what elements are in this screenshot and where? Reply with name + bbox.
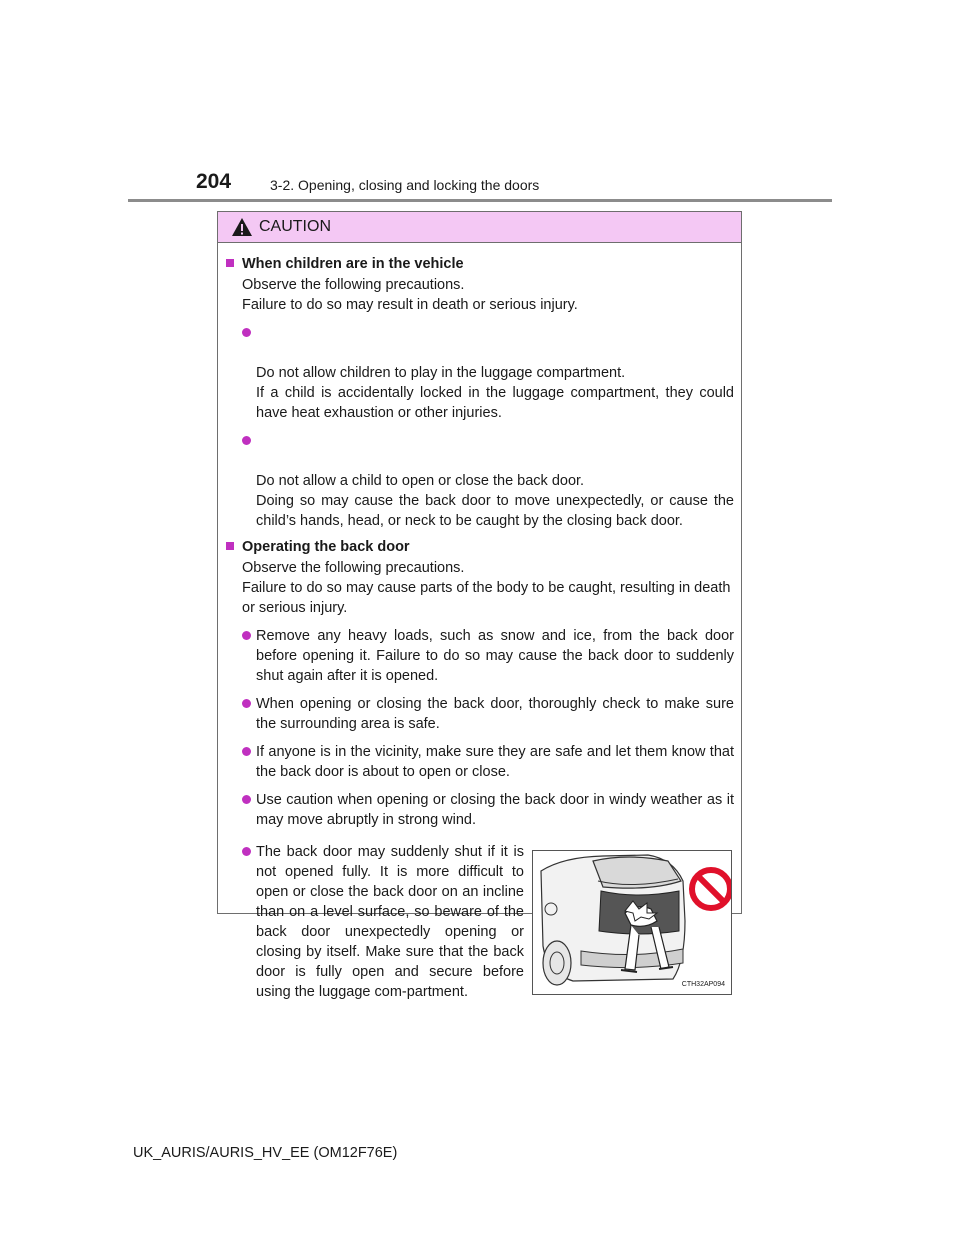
- figure-row: [225, 842, 734, 1002]
- section-heading: When children are in the vehicle: [225, 254, 734, 274]
- figure-code: CTH32AP094: [681, 981, 725, 988]
- round-bullet-icon: [242, 847, 251, 856]
- back-door-illustration: [532, 850, 732, 995]
- page-number: 204: [196, 170, 232, 193]
- bullet-item: Do not allow children to play in the luggage compartment. If a child is accidentally locked in the luggage compartment, they could have heat exhaustion or other injuries.: [225, 323, 734, 423]
- bullet-item: When opening or closing the back door, thoroughly check to make sure the surrounding area is safe.: [225, 694, 734, 734]
- caution-box: [217, 211, 742, 1000]
- bullet-item: Use caution when opening or closing the back door in windy weather as it may move abruptly in strong wind.: [225, 790, 734, 830]
- intro-line: Failure to do so may result in death or serious injury.: [242, 297, 578, 313]
- round-bullet-icon: [242, 328, 251, 337]
- intro-line: Observe the following precautions.: [242, 560, 465, 576]
- bullet-item: Do not allow a child to open or close the back door. Doing so may cause the back door to move unexpectedly, or cause the child’s hands, head, or neck to be caught by the closing back door.: [225, 431, 734, 531]
- caution-body: [218, 243, 741, 1002]
- prohibition-icon: [692, 870, 730, 908]
- footer-model-code: UK_AURIS/AURIS_HV_EE (OM12F76E): [133, 1145, 398, 1161]
- round-bullet-icon: [242, 436, 251, 445]
- section-title: 3-2. Opening, closing and locking the doors: [270, 177, 540, 193]
- caution-header: [218, 212, 741, 243]
- round-bullet-icon: [242, 699, 251, 708]
- intro-line: Observe the following precautions.: [242, 277, 465, 293]
- bullet-item: If anyone is in the vicinity, make sure they are safe and let them know that the back door is about to open or close.: [225, 742, 734, 782]
- section-heading: Operating the back door: [225, 537, 734, 557]
- header-rule: [128, 199, 832, 202]
- square-bullet-icon: [226, 259, 234, 267]
- car-back-door-drawing: [533, 851, 731, 994]
- round-bullet-icon: [242, 795, 251, 804]
- round-bullet-icon: [242, 631, 251, 640]
- bullet-item: The back door may suddenly shut if it is not opened fully. It is more difficult to open or close the back door on an incline than on a level surface, so beware of the back door unexpectedly opening or closing by itself. Make sure that the back door is fully open and secure before using the luggage com-partment.: [225, 842, 524, 1002]
- caution-label: CAUTION: [259, 218, 331, 235]
- square-bullet-icon: [226, 542, 234, 550]
- bullet-item: Remove any heavy loads, such as snow and ice, from the back door before opening it. Failure to do so may cause the back door to suddenly shut again after it is opened.: [225, 626, 734, 686]
- round-bullet-icon: [242, 747, 251, 756]
- intro-line: Failure to do so may cause parts of the body to be caught, resulting in death or serious injury.: [242, 580, 731, 616]
- warning-triangle-icon: [231, 217, 253, 237]
